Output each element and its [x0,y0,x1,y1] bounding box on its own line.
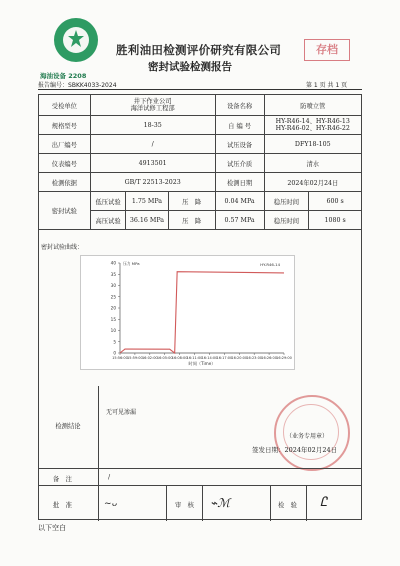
table-cell: 规格型号 [39,116,91,135]
review-label: 审 核 [175,502,194,509]
table-cell: 600 s [309,192,362,211]
signature-divider [166,486,167,521]
company-logo [52,16,100,64]
table-cell: 设备名称 [215,95,264,116]
sign-date: 签发日期：2024年02月24日 [252,446,338,454]
table-cell: 压 降 [168,211,215,230]
y-tick-label: 25 [110,294,116,300]
page-info: 第 1 页 共 1 页 [306,82,348,89]
x-tick-label: 16:05:00 [156,356,173,360]
table-cell: 检测日期 [215,173,264,192]
table-cell: 稳压时间 [264,211,309,230]
x-tick-label: 16:11:00 [186,356,203,360]
conclusion-label: 检测结论 [55,423,81,430]
table-cell: GB/T 22513-2023 [90,173,215,192]
approve-label: 批 准 [53,502,72,509]
table-cell: 仪表编号 [39,154,91,173]
table-row [39,116,362,135]
reviewer-signature: ⌁ℳ [210,496,231,510]
approver-signature: ~ᴗ [104,499,117,509]
y-tick-label: 0 [113,350,116,356]
inspect-label: 检 验 [278,502,297,509]
signature-divider [306,486,307,521]
x-axis-label: 时间（Time） [188,361,216,366]
table-cell: 受检单位 [39,95,91,116]
header-rule [38,89,362,90]
table-cell: 1.75 MPa [126,192,168,211]
organization-name: 胜利油田检测评价研究有限公司 [116,43,282,57]
table-cell: 1080 s [309,211,362,230]
y-tick-label: 5 [113,339,116,345]
table-cell: 18-35 [90,116,215,135]
table-cell: 稳压时间 [264,192,309,211]
end-marker: 以下空白 [38,524,66,532]
table-cell: 4913501 [90,154,215,173]
y-tick-label: 40 [110,260,116,266]
x-tick-label: 16:17:00 [216,356,233,360]
table-row [39,135,362,154]
table-cell: 检测依据 [39,173,91,192]
signature-divider [202,486,203,521]
table-cell: 清水 [264,154,361,173]
x-tick-label: 16:20:00 [231,356,248,360]
notes-label: 备 注 [53,476,72,483]
y-tick-label: 15 [110,316,116,322]
table-cell: 防喷立管 [264,95,361,116]
conclusion-divider [98,386,99,468]
inspector-signature: Ꮭ [320,495,328,510]
legend-label: HY-R46-14 [260,262,280,267]
y-tick-label: 20 [110,305,116,311]
table-cell: 井下作业公司 海洋试修工程部 [90,95,215,116]
table-cell: 试压设备 [215,135,264,154]
report-number: 报告编号：SBKK4033-2024 [38,82,117,89]
conclusion-text: 无可见渗漏 [106,409,137,416]
curve-label: 密封试验曲线： [41,244,84,251]
table-cell: 高压试验 [90,211,126,230]
x-tick-label: 16:29:00 [276,356,292,360]
table-cell: HY-R46-14、HY-R46-13 HY-R46-02、HY-R46-22 [264,116,361,135]
table-cell: DFY18-105 [264,135,361,154]
report-title: 密封试验检测报告 [148,61,232,73]
table-cell: 密封试验 [39,192,91,230]
signature-divider [98,486,99,521]
notes-value: / [108,474,111,481]
x-tick-label: 15:56:00 [112,356,128,360]
x-tick-label: 16:14:00 [201,356,218,360]
seal-caption: （业务专用章） [286,433,329,440]
table-cell: 2024年02月24日 [264,173,361,192]
y-tick-label: 35 [110,271,116,277]
y-axis-label: 压力 MPa [123,261,140,266]
table-cell: 自 编 号 [215,116,264,135]
signature-row [38,485,362,521]
x-tick-label: 15:59:00 [127,356,143,360]
table-cell: 压 降 [168,192,215,211]
table-cell: 0.57 MPa [215,211,264,230]
report-table [38,94,362,230]
y-tick-label: 30 [110,283,116,288]
y-tick-label: 10 [110,328,116,333]
x-tick-label: 16:23:00 [246,356,263,360]
x-tick-label: 16:02:00 [141,356,158,360]
archive-stamp: 存档 [304,39,350,61]
table-cell: / [90,135,215,154]
table-cell: 低压试验 [90,192,126,211]
notes-divider [98,469,99,486]
table-row [39,95,362,116]
notes-row [38,468,362,486]
table-row [39,192,362,211]
table-row [39,173,362,192]
table-cell: 36.16 MPa [126,211,168,230]
logo-caption: 海油设备 2208 [40,72,87,80]
signature-divider [270,486,271,521]
table-cell: 出厂编号 [39,135,91,154]
pressure-curve-chart [80,255,295,370]
x-tick-label: 16:26:00 [261,356,277,360]
x-tick-label: 16:08:00 [171,356,188,360]
table-row [39,154,362,173]
table-cell: 0.04 MPa [215,192,264,211]
table-cell: 试压介质 [215,154,264,173]
